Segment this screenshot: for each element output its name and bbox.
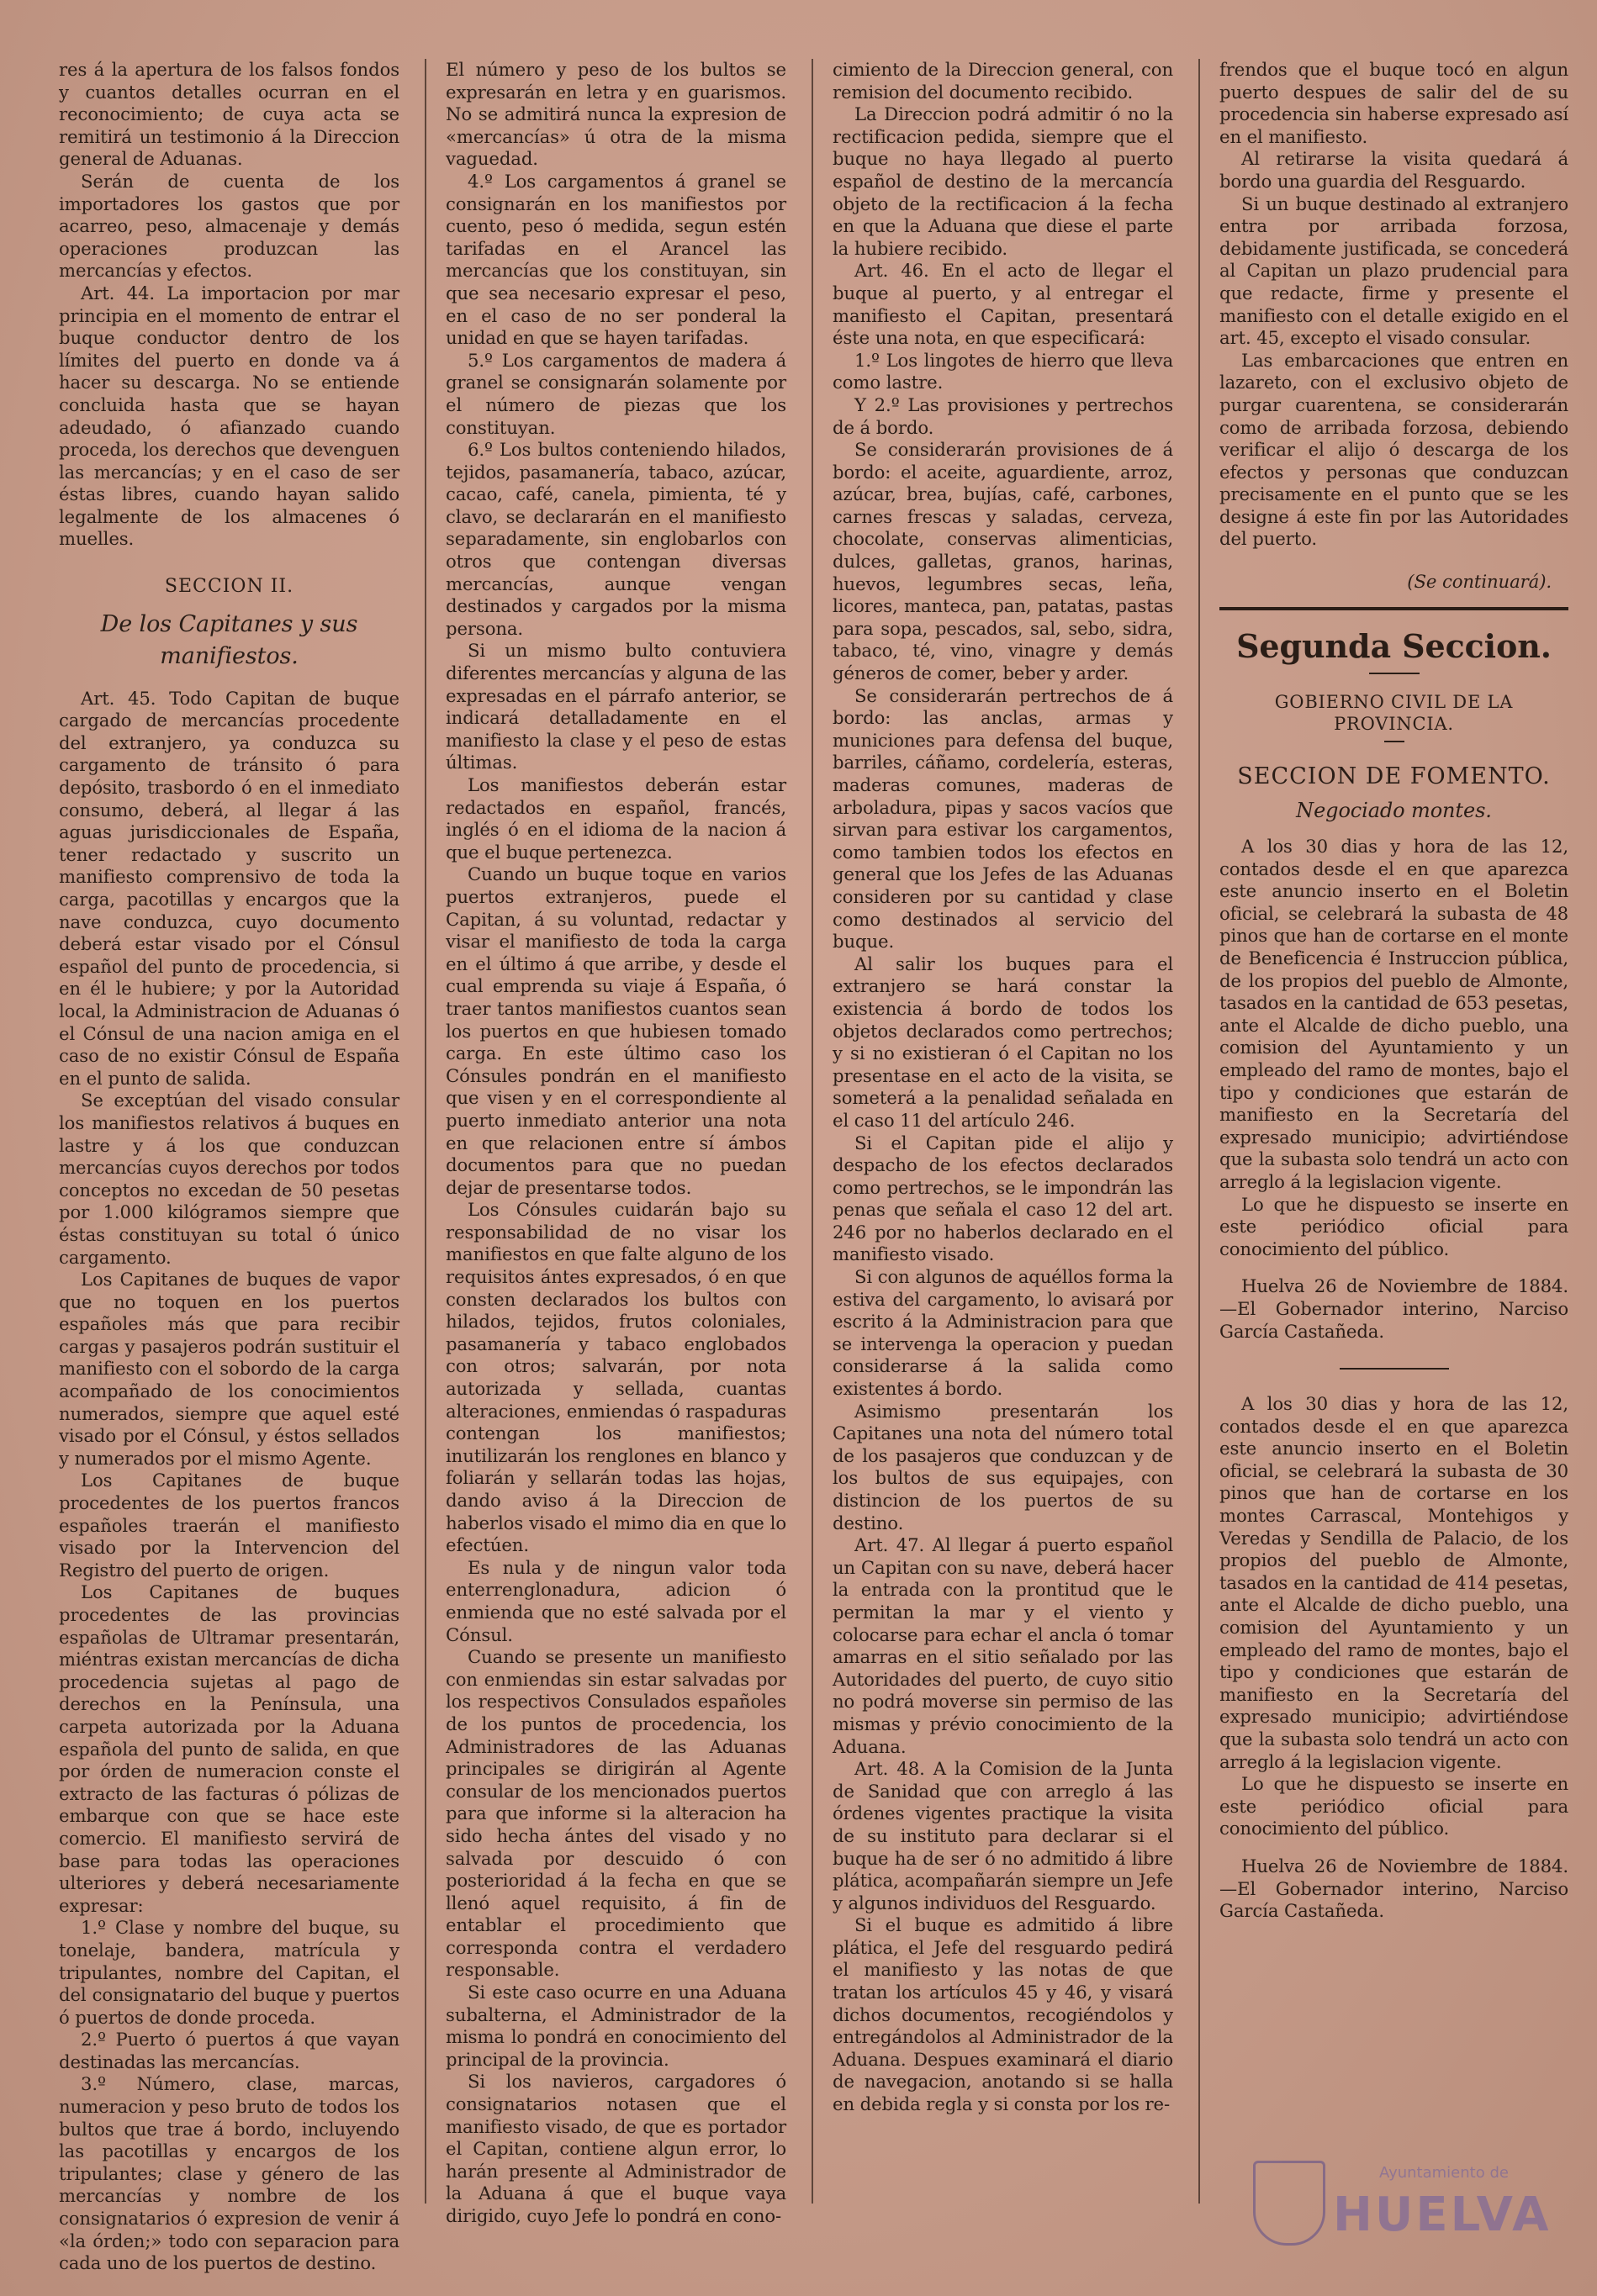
paragraph: 6.º Los bultos conteniendo hilados, tejidos, pasamanería, tabaco, azúcar, cacao, café, canela, pimienta, té y clavo, se declararán en el manifiesto separadamente, sin englobarlos con otros que contengan diversas mercancías, aunque vengan destinados y cargados por la misma persona.: [446, 439, 786, 639]
notice-paragraph: Lo que he dispuesto se inserte en este periódico oficial para conocimiento del público.: [1219, 1193, 1568, 1259]
paragraph: Se exceptúan del visado consular los manifiestos relativos á buques en lastre y á los que conduzcan mercancías cuyos derechos por todos conceptos no excedan de 50 pesetas por 1.000 kilógramos siempre que éstas constituyan su total ó único cargamento.: [59, 1090, 399, 1268]
column-rule: [812, 59, 813, 2204]
notice-dateline: Huelva 26 de Noviembre de 1884. —El Gobernador interino, Narciso García Castañeda.: [1219, 1855, 1568, 1922]
notice-paragraph: A los 30 dias y hora de las 12, contados desde el en que aparezca este anuncio inserto en el Boletin oficial, se celebrará la subasta de 30 pinos que han de cortarse en los montes Carrascal, Montehigos y Veredas y Sendilla de Palacio, de los propios del pueblo de Almonte, tasados en la cantidad de 414 pesetas, ante el Alcalde de dicho pueblo, una comision del Ayuntamiento y un empleado del ramo de montes, bajo el tipo y condiciones que estarán de manifiesto en la Secretaría del expresado municipio; advirtiéndose que la subasta solo tendrá un acto con arreglo á la legislacion vigente.: [1219, 1393, 1568, 1772]
paragraph: Al salir los buques para el extranjero se hará constar la existencia á bordo de todos los objetos declarados como pertrechos; y si no existieran ó el Capitan no los presentase en el acto de la visita, se someterá a la penalidad señalada en el caso 11 del artículo 246.: [833, 953, 1173, 1131]
section-divider: [1219, 607, 1568, 610]
paragraph: Se considerarán pertrechos de á bordo: las anclas, armas y municiones para defensa del buque, barriles, cáñamo, cordelería, esteras, maderas comunes, maderas de arboladura, pipas y sacos vacíos que sirvan para estivar los cargamentos, como tambien todos los efectos en general que los Jefes de las Aduanas consideren por su cantidad y clase como destinados al servicio del buque.: [833, 684, 1173, 953]
paragraph: Los Capitanes de buques procedentes de las provincias españolas de Ultramar presentarán, miéntras existan mercancías de dicha procedencia sujetas al pago de derechos en la Península, una carpeta autorizada por la Aduana española del punto de salida, en que por órden de numeracion conste el extracto de las facturas ó pólizas de embarque con que se hace este comercio. El manifiesto servirá de base para todas las operaciones ulteriores y deberá necesariamente expresar:: [59, 1581, 399, 1916]
archive-watermark: [1253, 2152, 1573, 2253]
paragraph: 3.º Número, clase, marcas, numeracion y peso bruto de todos los bultos que trae á bordo, incluyendo las pacotillas y encargos de los tripulantes; clase y género de las mercancías y nombre de los consignatarios ó expresion de venir á «la órden;» todo con separacion para cada uno de los puertos de destino.: [59, 2073, 399, 2274]
paragraph: Cuando se presente un manifiesto con enmiendas sin estar salvadas por los respectivos Consulados españoles de los puntos de procedencia, los Administradores de las Aduanas principales se dirigirán al Agente consular de los mencionados puertos para que informe si la alteracion ha sido hecha ántes del visado y no salvada por descuido ó con posterioridad á la fecha en que se llenó aquel requisito, á fin de entablar el procedimiento que corresponda contra el verdadero responsable.: [446, 1646, 786, 1981]
paragraph: 4.º Los cargamentos á granel se consignarán en los manifiestos por cuento, peso ó medida, segun estén tarifadas en el Arancel las mercancías que los constituyan, sin que sea necesario expresar el peso, en el caso de no ser ponderal la unidad en que se hayen tarifadas.: [446, 170, 786, 349]
column-3: [833, 59, 1173, 2204]
column-2: [446, 59, 786, 2226]
paragraph: res á la apertura de los falsos fondos y cuantos detalles ocurran en el reconocimiento; de cuya acta se remitirá un testimonio á la Direccion general de Aduanas.: [59, 59, 399, 170]
paragraph: Si un buque destinado al extranjero entra por arribada forzosa, debidamente justificada, se concederá al Capitan un plazo prudencial para que redacte, firme y presente el manifiesto con el detalle exigido en el art. 45, excepto el visado consular.: [1219, 193, 1568, 349]
paragraph: Art. 47. Al llegar á puerto español un Capitan con su nave, deberá hacer la entrada con la prontitud que le permitan la mar y el viento y colocarse para echar el ancla ó tomar amarras en el sitio señalado por las Autoridades del puerto, de cuyo sitio no podrá moverse sin permiso de las mismas y prévio conocimiento de la Aduana.: [833, 1534, 1173, 1757]
notice-separator: [1340, 1368, 1449, 1370]
paragraph: Al retirarse la visita quedará á bordo una guardia del Resguardo.: [1219, 148, 1568, 192]
watermark-name: HUELVA: [1333, 2188, 1552, 2242]
paragraph: frendos que el buque tocó en algun puerto despues de salir del de su procedencia sin haberse expresado así en el manifiesto.: [1219, 59, 1568, 147]
department-heading: SECCION DE FOMENTO.: [1237, 763, 1551, 789]
column-rule: [425, 59, 426, 2204]
paragraph: 5.º Los cargamentos de madera á granel se consignarán solamente por el número de piezas que los constituyan.: [446, 349, 786, 438]
column-1: [59, 59, 399, 2274]
paragraph: Las embarcaciones que entren en lazareto, con el exclusivo objeto de purgar cuarentena, se considerarán como de arribada forzosa, debiendo verificar el alijo ó descarga de los efectos y personas que conduzcan precisamente en el punto que se les designe á este fin por las Autoridades del puerto.: [1219, 349, 1568, 550]
notice-dateline: Huelva 26 de Noviembre de 1884. —El Gobernador interino, Narciso García Castañeda.: [1219, 1275, 1568, 1342]
paragraph: Art. 46. En el acto de llegar el buque al puerto, y al entregar el manifiesto el Capitan, presentará éste una nota, en que especificará:: [833, 260, 1173, 349]
paragraph: Si los navieros, cargadores ó consignatarios notasen que el manifiesto visado, de que es portador el Capitan, contiene algun error, lo harán presente al Administrador de la Aduana á que el buque vaya dirigido, cuyo Jefe lo pondrá en cono-: [446, 2071, 786, 2226]
section-title: Segunda Seccion.: [1236, 626, 1552, 665]
title-underline: [1369, 673, 1420, 674]
paragraph: Art. 48. A la Comision de la Junta de Sanidad que con arreglo á las órdenes vigentes practique la visita de su instituto para declarar si el buque ha de ser ó no admitido á libre plática, acompañarán siempre un Jefe y algunos individuos del Resguardo.: [833, 1758, 1173, 1913]
paragraph: Si el buque es admitido á libre plática, el Jefe del resguardo pedirá el manifiesto y las notas de que tratan los artículos 45 y 46, y visará dichos documentos, recogiéndolos y entregándolos al Administrador de la Aduana. Despues examinará el diario de navegacion, anotando si se halla en debida regla y si consta por los re-: [833, 1914, 1173, 2115]
paragraph: 1.º Los lingotes de hierro que lleva como lastre.: [833, 349, 1173, 393]
section-subtitle: De los Capitanes y sus manifiestos.: [100, 610, 358, 669]
paragraph: 2.º Puerto ó puertos á que vayan destinadas las mercancías.: [59, 2029, 399, 2072]
paragraph: Cuando un buque toque en varios puertos extranjeros, puede el Capitan, á su voluntad, redactar y visar el manifiesto de toda la carga en el último á que arribe, y desde el cual emprenda su viaje á España, ó traer tantos manifiestos cuantos sean los puertos en que hubiesen tomado carga. En este último caso los Cónsules pondrán en el manifiesto que visen y en el correspondiente al puerto inmediato anterior una nota en que relacionen entre sí ámbos documentos para que no puedan dejar de presentarse todos.: [446, 863, 786, 1198]
government-heading: GOBIERNO CIVIL DE LA PROVINCIA.: [1274, 691, 1514, 735]
paragraph: Los Cónsules cuidarán bajo su responsabilidad de no visar los manifiestos en que falte alguno de los requisitos ántes expresados, ó en que consten declarados los bultos con hilados, tejidos, frutos coloniales, pasamanería y tabaco englobados con otros; salvarán, por nota autorizada y sellada, cuantas alteraciones, enmiendas ó raspaduras contengan los manifiestos; inutilizarán los renglones en blanco y foliarán y sellarán todas las hojas, dando aviso á la Direccion de haberlos visado el mimo dia en que lo efectúen.: [446, 1199, 786, 1556]
continuation-note: (Se continuará).: [1407, 571, 1552, 593]
title-underline: [1384, 741, 1404, 742]
paragraph: Si con algunos de aquéllos forma la estiva del cargamento, lo avisará por escrito á la Administracion para que se intervenga la operacion y puedan considerarse á la salida como existentes á bordo.: [833, 1266, 1173, 1400]
paragraph: Art. 44. La importacion por mar principia en el momento de entrar el buque conductor dentro de los límites del puerto en donde va á hacer su descarga. No se entiende concluida hasta que se hayan adeudado, ó afianzado cuando proceda, los derechos que devenguen las mercancías; y en el caso de ser éstas libres, cuando hayan salido legalmente de los almacenes ó muelles.: [59, 282, 399, 550]
paragraph: Asimismo presentarán los Capitanes una nota del número total de los pasajeros que conduzcan y de los bultos de sus equipajes, con distincion de los puertos de su destino.: [833, 1400, 1173, 1533]
column-rule: [1198, 59, 1200, 2204]
paragraph: Y 2.º Las provisiones y pertrechos de á bordo.: [833, 393, 1173, 438]
section-heading: SECCION II.: [164, 576, 294, 598]
column-4: [1219, 59, 1568, 2204]
paragraph: 1.º Clase y nombre del buque, su tonelaje, bandera, matrícula y tripulantes, nombre del Capitan, el del consignatario del buque y puertos ó puertos de donde proceda.: [59, 1917, 399, 2028]
paragraph: El número y peso de los bultos se expresarán en letra y en guarismos. No se admitirá nunca la expresion de «mercancías» ú otra de la misma vaguedad.: [446, 59, 786, 170]
paragraph: Si este caso ocurre en una Aduana subalterna, el Administrador de la misma lo pondrá en conocimiento del principal de la provincia.: [446, 1982, 786, 2070]
office-heading: Negociado montes.: [1296, 799, 1492, 823]
paragraph: Los Capitanes de buque procedentes de los puertos francos españoles traerán el manifiesto visado por la Intervencion del Registro del puerto de origen.: [59, 1470, 399, 1581]
notice-paragraph: Lo que he dispuesto se inserte en este periódico oficial para conocimiento del público.: [1219, 1773, 1568, 1839]
shield-icon: [1253, 2161, 1325, 2246]
paragraph: Los manifiestos deberán estar redactados en español, francés, inglés ó en el idioma de la nacion á que el buque pertenezca.: [446, 774, 786, 863]
paragraph: cimiento de la Direccion general, con remision del documento recibido.: [833, 59, 1173, 103]
paragraph: Se considerarán provisiones de á bordo: el aceite, aguardiente, arroz, azúcar, brea, bujías, café, carbones, carnes frescas y saladas, cerveza, chocolate, conservas alimenticias, dulces, galletas, granos, harinas, huevos, legumbres secas, leña, licores, manteca, pan, patatas, pastas para sopa, pescados, sal, sebo, sidra, tabaco, té, vino, vinagre y demás géneros de comer, beber y arder.: [833, 439, 1173, 684]
paragraph: Es nula y de ningun valor toda enterrenglonadura, adicion ó enmienda que no esté salvada por el Cónsul.: [446, 1556, 786, 1645]
paragraph: Serán de cuenta de los importadores los gastos que por acarreo, peso, almacenaje y demás operaciones produzcan las mercancías y efectos.: [59, 170, 399, 282]
paragraph: La Direccion podrá admitir ó no la rectificacion pedida, siempre que el buque no haya llegado al puerto español de destino de la mercancía objeto de la rectificacion á la fecha en que la Aduana que diese el parte la hubiere recibido.: [833, 103, 1173, 259]
notice-paragraph: A los 30 dias y hora de las 12, contados desde el en que aparezca este anuncio inserto en el Boletin oficial, se celebrará la subasta de 48 pinos que han de cortarse en el monte de Beneficencia é Instruccion pública, de los propios del pueblo de Almonte, tasados en la cantidad de 653 pesetas, ante el Alcalde de dicho pueblo, una comision del Ayuntamiento y un empleado del ramo de montes, bajo el tipo y condiciones que estarán de manifiesto en la Secretaría del expresado municipio; advirtiéndose que la subasta solo tendrá un acto con arreglo á la legislacion vigente.: [1219, 836, 1568, 1192]
paragraph: Si el Capitan pide el alijo y despacho de los efectos declarados como pertrechos, se le impondrán las penas que señala el caso 12 del art. 246 por no haberlos declarado en el manifiesto visado.: [833, 1132, 1173, 1265]
paragraph: Los Capitanes de buques de vapor que no toquen en los puertos españoles más que para recibir cargas y pasajeros podrán sustituir el manifiesto con el sobordo de la carga acompañado de los conocimientos numerados, siempre que aquel esté visado por el Cónsul, y éstos sellados y numerados por el mismo Agente.: [59, 1269, 399, 1469]
paragraph: Art. 45. Todo Capitan de buque cargado de mercancías procedente del extranjero, ya conduzca su cargamento de tránsito ó para depósito, trasbordo ó en el inmediato consumo, deberá, al llegar á las aguas jurisdiccionales de España, tener redactado y suscrito un manifiesto comprensivo de toda la carga, pacotillas y encargos que la nave conduzca, cuyo documento deberá estar visado por el Cónsul español del punto de procedencia, si en él le hubiere; y por la Autoridad local, la Administracion de Aduanas ó el Cónsul de una nacion amiga en el caso de no existir Cónsul de España en el punto de salida.: [59, 687, 399, 1089]
watermark-subtitle: Ayuntamiento de: [1379, 2164, 1509, 2182]
paragraph: Si un mismo bulto contuviera diferentes mercancías y alguna de las expresadas en el párrafo anterior, se indicará detalladamente en el manifiesto la clase y el peso de estas últimas.: [446, 640, 786, 773]
